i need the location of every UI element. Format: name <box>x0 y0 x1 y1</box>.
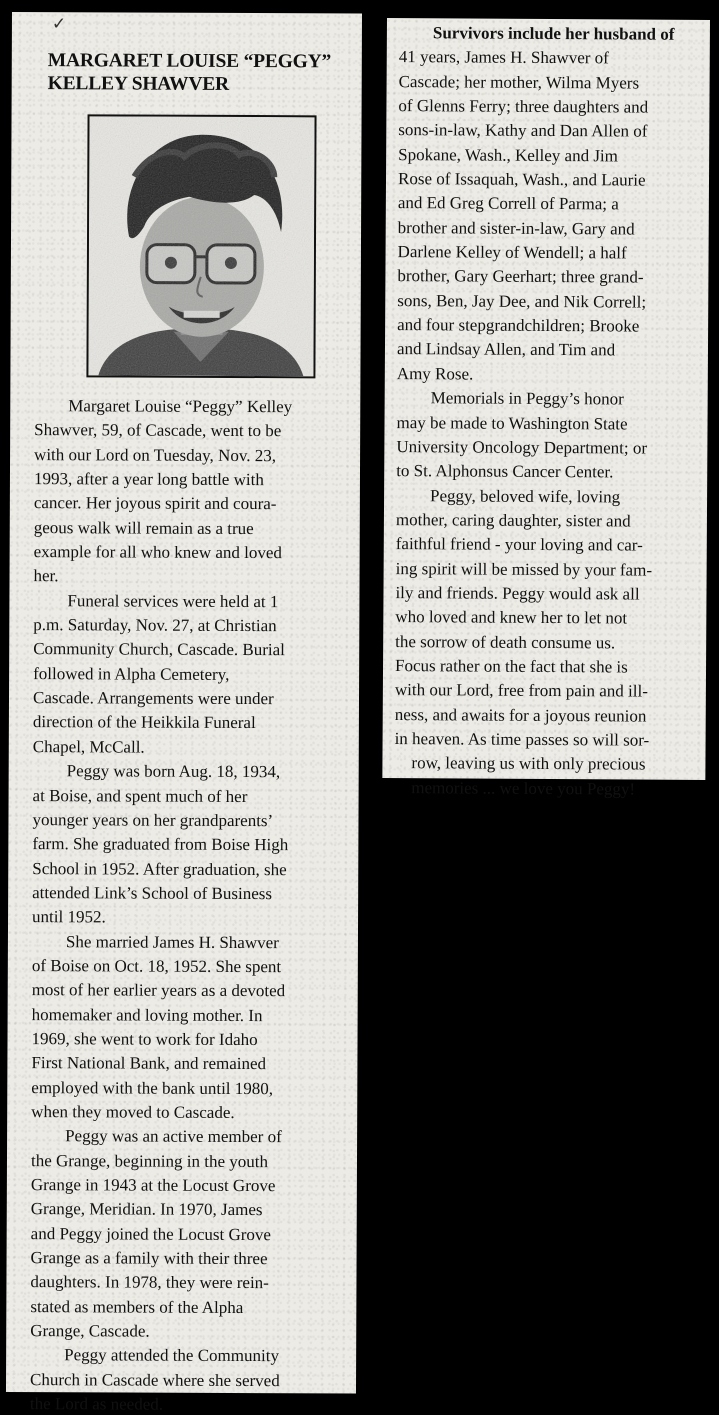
text-line: most of her earlier years as a devoted <box>31 980 286 1001</box>
text-line: Shawver, 59, of Cascade, went to be <box>34 420 282 441</box>
text-line: geous walk will remain as a true <box>33 517 254 538</box>
text-line: sons, Ben, Jay Dee, and Nik Correll; <box>397 290 647 312</box>
text-line: 1969, she went to work for Idaho <box>31 1029 258 1050</box>
text-line: University Oncology Department; or <box>396 436 648 458</box>
text-line: sons-in-law, Kathy and Dan Allen of <box>398 120 648 141</box>
text-line: Chapel, McCall. <box>32 736 145 757</box>
text-line: example for all who knew and loved <box>33 542 282 563</box>
text-line: and four stepgrandchildren; Brooke <box>397 315 640 336</box>
text-line: direction of the Heikkila Funeral <box>32 712 256 733</box>
text-line: cancer. Her joyous spirit and coura- <box>33 493 277 514</box>
text-line: the sorrow of death consume us. <box>395 631 616 652</box>
text-line: the Lord as needed. <box>29 1394 164 1414</box>
text-line: of Boise on Oct. 18, 1952. She spent <box>31 956 282 977</box>
text-line: Grange, Cascade. <box>30 1321 150 1341</box>
text-line: Focus rather on the fact that she is <box>394 655 628 677</box>
text-line: and Lindsay Allen, and Tim and <box>396 339 616 360</box>
text-line: Amy Rose. <box>396 363 474 384</box>
text-line: Peggy was born Aug. 18, 1934, <box>32 761 281 782</box>
text-line: the Grange, beginning in the youth <box>30 1150 269 1171</box>
obituary-headline <box>48 49 370 96</box>
text-line: faithful friend - your loving and car- <box>395 534 643 555</box>
text-line: farm. She graduated from Boise High <box>32 834 289 855</box>
text-line: daughters. In 1978, they were rein- <box>30 1272 269 1293</box>
headline-line: MARGARET LOUISE “PEGGY” <box>47 50 332 73</box>
text-line: Cascade; her mother, Wilma Myers <box>398 71 640 93</box>
text-line: 41 years, James H. Shawver of <box>398 47 609 68</box>
text-line: may be made to Washington State <box>396 412 628 433</box>
text-line: 1993, after a year long battle with <box>33 469 264 490</box>
text-line: to St. Alphonsus Cancer Center. <box>396 461 614 482</box>
text-line: Margaret Louise “Peggy” Kelley <box>34 396 293 417</box>
text-line: at Boise, and spent much of her <box>32 785 248 806</box>
text-line: in heaven. As time passes so will sor- <box>394 729 650 750</box>
text-line: and Peggy joined the Locust Grove <box>30 1223 272 1244</box>
text-line: mother, caring daughter, sister and <box>395 509 631 531</box>
text-line: stated as members of the Alpha <box>30 1296 244 1317</box>
portrait-photo <box>86 114 316 378</box>
text-line: younger years on her grandparents’ <box>32 809 274 830</box>
text-line: She married James H. Shawver <box>31 931 279 952</box>
text-line: Rose of Issaquah, Wash., and Laurie <box>397 169 646 190</box>
text-line: Grange in 1943 at the Locust Grove <box>30 1175 276 1196</box>
text-line: Spokane, Wash., Kelley and Jim <box>398 144 618 166</box>
text-line: brother and sister-in-law, Gary and <box>397 217 635 239</box>
headline-line: KELLEY SHAWVER <box>47 73 229 95</box>
text-line: employed with the bank until 1980, <box>31 1077 274 1098</box>
text-line: Peggy attended the Community <box>30 1345 280 1366</box>
obituary-body-right <box>394 21 709 802</box>
text-line: Grange, Meridian. In 1970, James <box>30 1199 263 1220</box>
text-line: Grange as a family with their three <box>30 1248 268 1269</box>
text-line: p.m. Saturday, Nov. 27, at Christian <box>33 615 277 636</box>
text-line: who loved and knew her to let not <box>395 607 628 628</box>
text-line: Cascade. Arrangements were under <box>32 688 274 709</box>
text-line: and Ed Greg Correll of Parma; a <box>397 193 619 214</box>
text-line: ing spirit will be missed by your fam- <box>395 558 653 580</box>
text-line: Community Church, Cascade. Burial <box>33 639 285 660</box>
text-line: Survivors include her husband of <box>398 23 675 44</box>
handwritten-check-mark: ✓ <box>51 14 67 35</box>
text-line: when they moved to Cascade. <box>31 1102 235 1122</box>
text-line: Church in Cascade where she served <box>29 1369 280 1390</box>
text-line: Peggy, beloved wife, loving <box>396 485 621 506</box>
text-line: with our Lord on Tuesday, Nov. 23, <box>34 444 277 465</box>
text-line: her. <box>33 566 59 586</box>
text-line: with our Lord, free from pain and ill- <box>394 680 648 701</box>
text-line: Peggy was an active member of <box>31 1126 282 1147</box>
text-line: of Glenns Ferry; three daughters and <box>398 96 649 117</box>
obituary-clipping-right <box>382 18 710 799</box>
portrait-image <box>88 116 314 376</box>
text-line: row, leaving us with only precious <box>394 753 646 774</box>
text-line: homemaker and loving mother. In <box>31 1004 263 1025</box>
text-line: brother, Gary Geerhart; three grand- <box>397 266 644 288</box>
text-line: Funeral services were held at 1 <box>33 590 279 611</box>
obituary-clipping-left <box>6 12 362 1414</box>
text-line: School in 1952. After graduation, she <box>32 858 287 879</box>
text-line: followed in Alpha Cemetery, <box>33 663 230 684</box>
text-line: First National Bank, and remained <box>31 1053 267 1074</box>
text-line: ily and friends. Peggy would ask all <box>395 582 640 604</box>
text-line: ness, and awaits for a joyous reunion <box>394 704 647 726</box>
text-line: memories ... we love you Peggy! <box>394 777 636 799</box>
text-line: until 1952. <box>32 907 106 927</box>
text-line: Darlene Kelley of Wendell; a half <box>397 242 627 263</box>
obituary-body-left <box>30 394 364 1415</box>
text-line: Memorials in Peggy’s honor <box>396 388 624 409</box>
text-line: attended Link’s School of Business <box>32 882 273 904</box>
